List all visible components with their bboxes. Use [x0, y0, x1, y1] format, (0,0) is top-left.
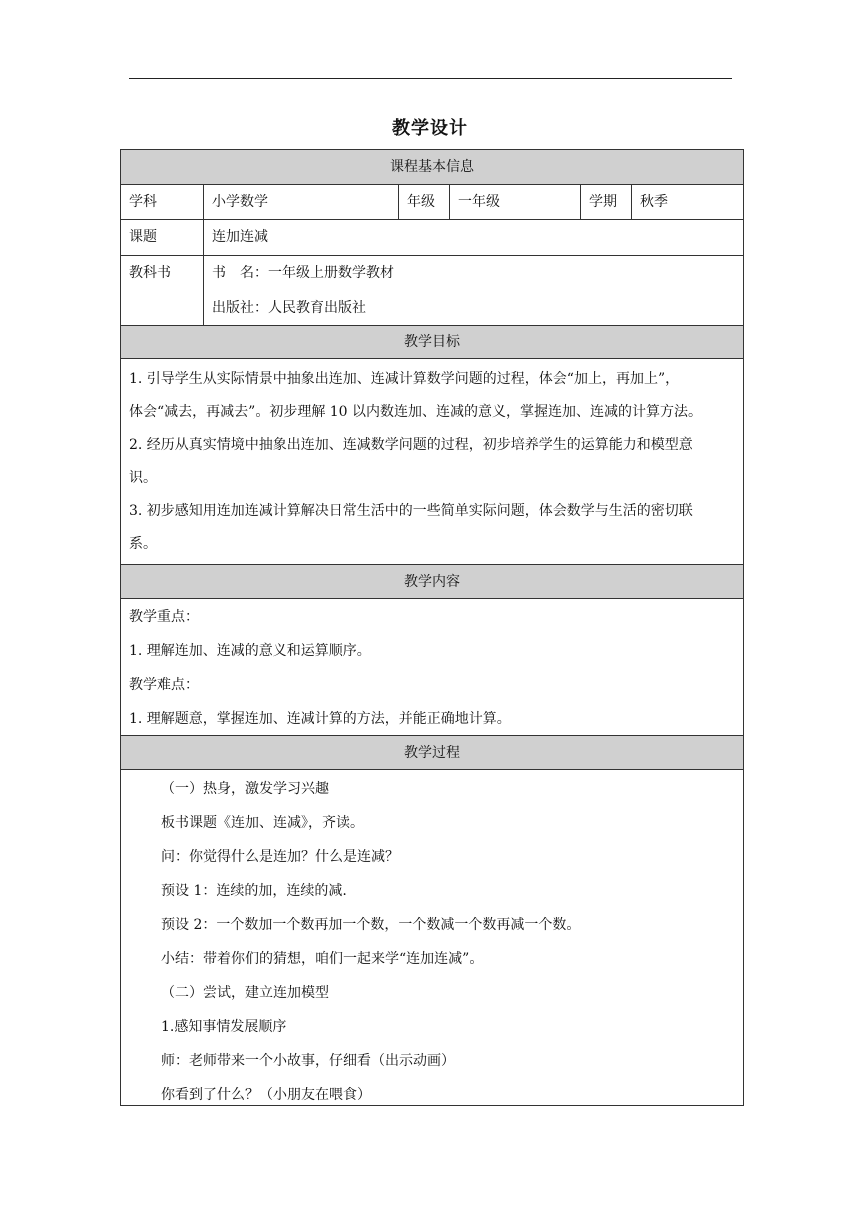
textbook-label: 教科书 [129, 265, 171, 281]
goals-line: 识。 [129, 470, 157, 486]
goals-line: 体会“减去，再减去”。初步理解 10 以内数连加、连减的意义，掌握连加、连减的计算方法。 [129, 404, 703, 420]
process-line: （二）尝试，建立连加模型 [161, 985, 329, 1001]
goals-line: 3. 初步感知用连加连减计算解决日常生活中的一些简单实际问题，体会数学与生活的密切联 [129, 503, 693, 519]
process-line: （一）热身，激发学习兴趣 [161, 781, 329, 797]
grade-value: 一年级 [449, 185, 580, 219]
term-value: 秋季 [631, 185, 743, 219]
lesson-plan-table [120, 149, 744, 1106]
info-row-textbook [121, 256, 743, 326]
topic-label: 课题 [129, 229, 157, 245]
process-line: 小结：带着你们的猜想，咱们一起来学“连加连减”。 [161, 951, 484, 967]
document-title: 教学设计 [392, 118, 468, 139]
difficulty-item: 1. 理解题意，掌握连加、连减计算的方法，并能正确地计算。 [129, 711, 511, 727]
textbook-details [203, 256, 743, 325]
process-body [121, 770, 743, 1105]
process-line: 问：你觉得什么是连加？什么是连减？ [161, 849, 399, 865]
goals-line: 2. 经历从真实情境中抽象出连加、连减数学问题的过程，初步培养学生的运算能力和模型意 [129, 437, 693, 453]
content-body [121, 599, 743, 736]
process-line: 你看到了什么？（小朋友在喂食） [161, 1087, 371, 1103]
grade-label: 年级 [398, 185, 449, 219]
header-rule [129, 78, 732, 79]
section-header-goals: 教学目标 [121, 326, 743, 359]
topic-value: 连加连减 [203, 220, 743, 255]
difficulty-label: 教学难点： [129, 677, 199, 693]
section-header-basic-info: 课程基本信息 [121, 150, 743, 185]
subject-value: 小学数学 [203, 185, 398, 219]
process-line: 预设 1：连续的加，连续的减. [161, 883, 347, 899]
textbook-publisher: 出版社：人民教育出版社 [212, 300, 366, 316]
process-line: 预设 2：一个数加一个数再加一个数，一个数减一个数再减一个数。 [161, 917, 581, 933]
process-line: 师：老师带来一个小故事，仔细看（出示动画） [161, 1053, 455, 1069]
subject-label: 学科 [129, 194, 157, 210]
goals-content [121, 359, 743, 565]
term-label: 学期 [580, 185, 631, 219]
section-header-process: 教学过程 [121, 736, 743, 770]
key-points-label: 教学重点： [129, 609, 199, 625]
info-row-topic [121, 220, 743, 256]
section-header-content: 教学内容 [121, 565, 743, 599]
key-point-item: 1. 理解连加、连减的意义和运算顺序。 [129, 643, 371, 659]
info-row-subject [121, 185, 743, 220]
textbook-name: 书 名：一年级上册数学教材 [212, 265, 394, 281]
process-line: 板书课题《连加、连减》，齐读。 [161, 815, 364, 831]
process-line: 1.感知事情发展顺序 [161, 1019, 287, 1035]
goals-line: 1. 引导学生从实际情景中抽象出连加、连减计算数学问题的过程，体会“加上，再加上”， [129, 371, 680, 387]
goals-line: 系。 [129, 536, 157, 552]
